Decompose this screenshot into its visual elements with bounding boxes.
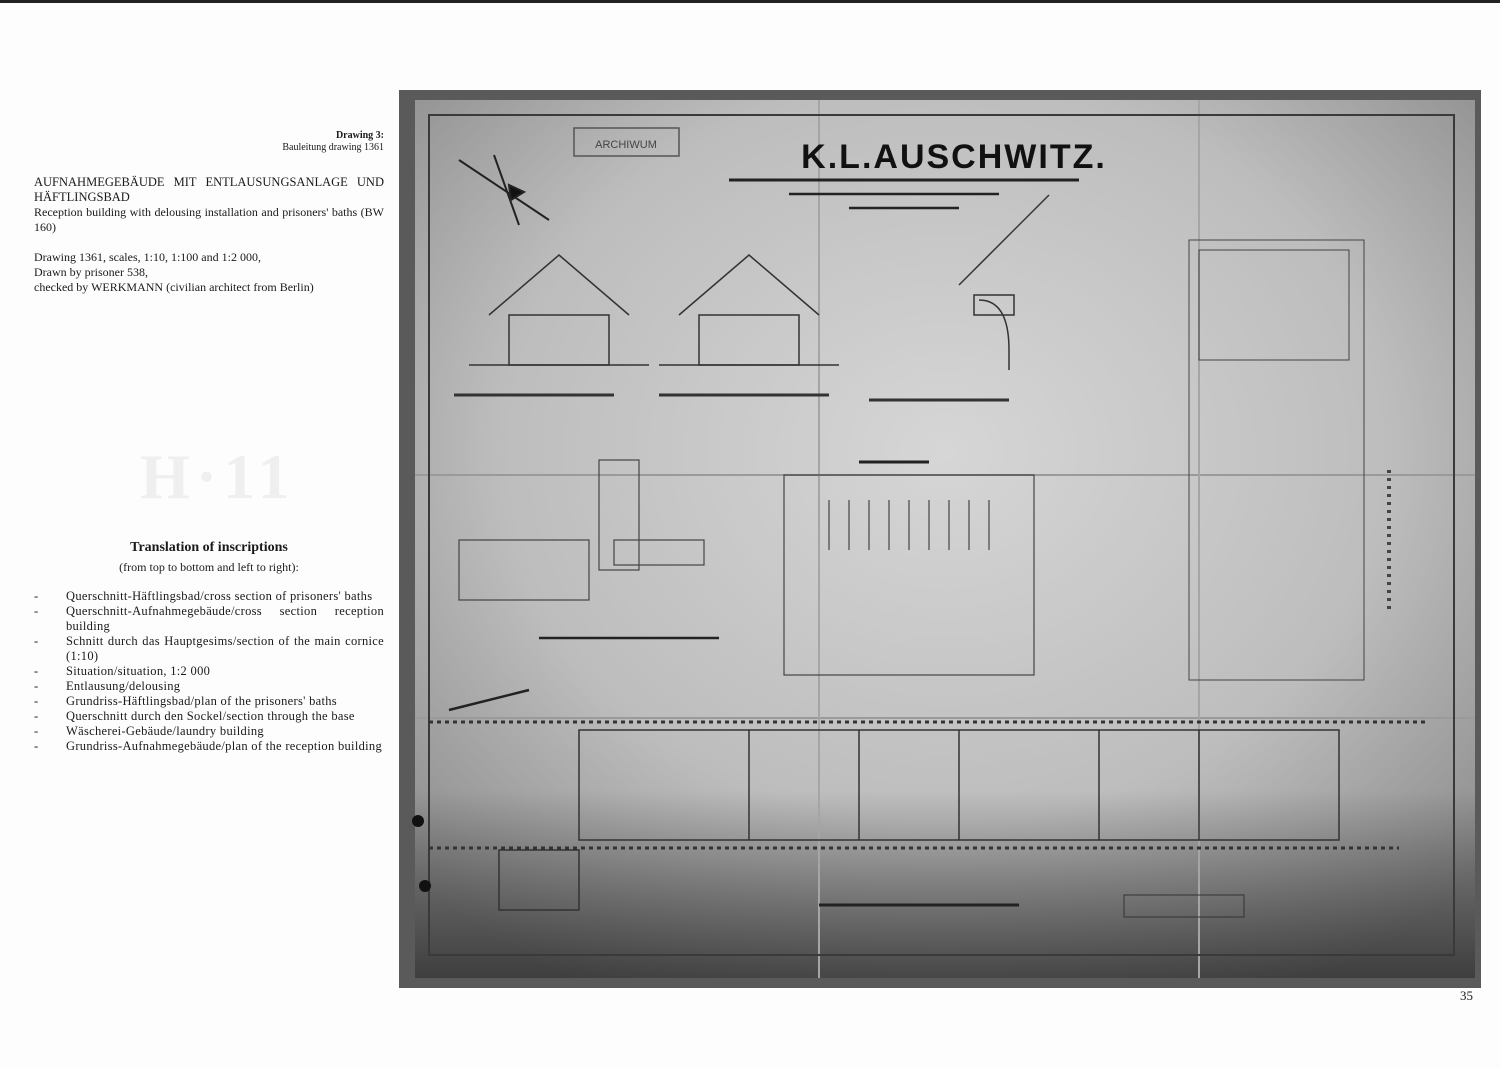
figure-caption (280, 130, 384, 154)
top-border (0, 0, 1500, 3)
blueprint-drawing (399, 90, 1481, 988)
translation-list (34, 589, 384, 754)
heading-german: AUFNAHMEGEBÄUDE MIT ENTLAUSUNGSANLAGE UND HÄFTLINGSBAD (34, 175, 384, 204)
drawing-info-line: Drawing 1361, scales, 1:10, 1:100 and 1:2 000, (34, 250, 261, 264)
archive-stamp-text: ARCHIWUM (595, 139, 657, 151)
blueprint-title: K.L.AUSCHWITZ. (801, 138, 1107, 176)
translation-heading: Translation of inscriptions (130, 540, 288, 555)
list-item: - Entlausung/delousing (34, 679, 384, 694)
translation-subheading: (from top to bottom and left to right): (119, 560, 299, 574)
blueprint-photo (399, 90, 1481, 988)
list-item: - Querschnitt-Häftlingsbad/cross section of prisoners' baths (34, 589, 384, 604)
list-item: - Situation/situation, 1:2 000 (34, 664, 384, 679)
list-item: - Querschnitt durch den Sockel/section through the base (34, 709, 384, 724)
list-item: - Schnitt durch das Hauptgesims/section of the main cornice (1:10) (34, 634, 384, 664)
list-item: - Wäscherei-Gebäude/laundry building (34, 724, 384, 739)
list-item: - Grundriss-Aufnahmegebäude/plan of the reception building (34, 739, 384, 754)
drawing-info-line: checked by WERKMANN (civilian architect from Berlin) (34, 280, 314, 294)
heading-english: Reception building with delousing installation and prisoners' baths (BW 160) (34, 205, 384, 234)
list-item: - Grundriss-Häftlingsbad/plan of the prisoners' baths (34, 694, 384, 709)
drawing-info (34, 250, 384, 295)
caption-subtitle: Bauleitung drawing 1361 (282, 142, 384, 153)
list-item: - Querschnitt-Aufnahmegebäude/cross section reception building (34, 604, 384, 634)
page-number: 35 (1460, 988, 1473, 1003)
caption-title: Drawing 3: (335, 130, 384, 141)
bleed-through-shadow: H·11 (140, 441, 296, 512)
drawing-info-line: Drawn by prisoner 538, (34, 265, 148, 279)
